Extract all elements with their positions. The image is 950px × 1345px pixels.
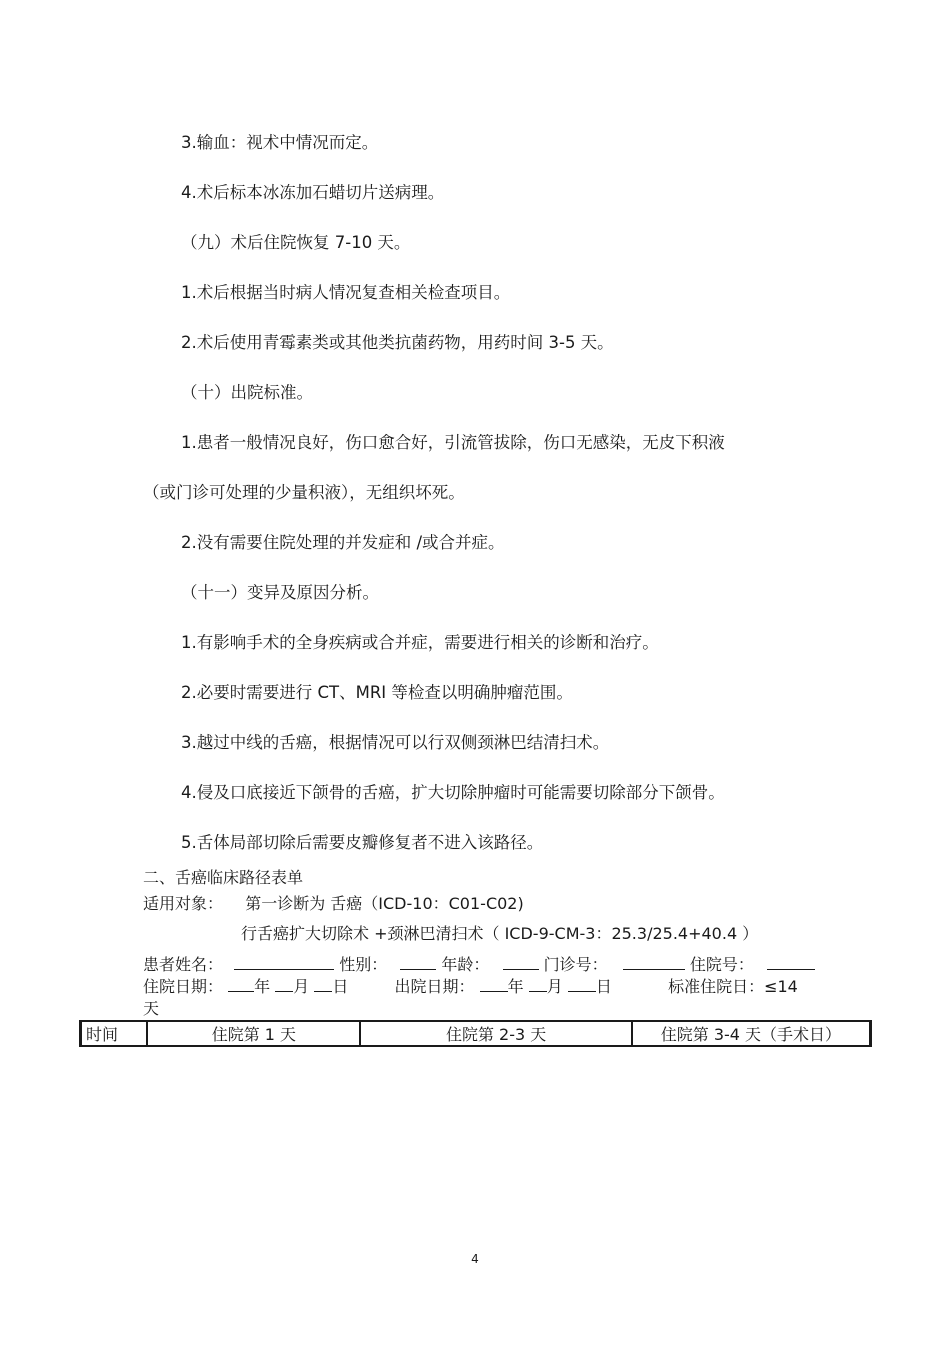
pathway-table-header: [79, 1020, 872, 1047]
patient-name-field[interactable]: [234, 955, 334, 970]
section-title: 二、舌癌临床路径表单: [143, 868, 304, 887]
column-time: 时间: [81, 1022, 147, 1045]
admit-day-unit: 日: [332, 977, 349, 996]
paragraph-discharge-criteria-1b: （或门诊可处理的少量积液），无组织坏死。: [143, 483, 465, 502]
admit-year-field[interactable]: [228, 977, 254, 992]
paragraph-variation-2: 2.必要时需要进行 CT、MRI 等检查以明确肿瘤范围。: [181, 683, 573, 702]
paragraph-pathology: 4.术后标本冰冻加石蜡切片送病理。: [181, 183, 445, 202]
admit-year-unit: 年: [254, 977, 271, 996]
applicable-diagnosis: 第一诊断为 舌癌（ICD-10：C01-C02): [245, 894, 524, 913]
applicable-label: 适用对象：: [143, 894, 224, 913]
paragraph-recovery-heading: （九）术后住院恢复 7-10 天。: [181, 233, 411, 252]
patient-name-label: 患者姓名：: [143, 955, 224, 974]
admit-date-label: 住院日期：: [143, 977, 224, 996]
discharge-year-unit: 年: [507, 977, 524, 996]
patient-info-row: [143, 954, 815, 976]
paragraph-discharge-criteria-2: 2.没有需要住院处理的并发症和 /或合并症。: [181, 533, 505, 552]
paragraph-transfusion: 3.输血：视术中情况而定。: [181, 133, 379, 152]
admit-month-field[interactable]: [275, 977, 293, 992]
discharge-date-label: 出院日期：: [394, 977, 475, 996]
applicable-row: [143, 893, 524, 915]
sex-field[interactable]: [400, 955, 436, 970]
column-day-3-4: 住院第 3-4 天（手术日）: [632, 1022, 870, 1045]
paragraph-variation-1: 1.有影响手术的全身疾病或合并症，需要进行相关的诊断和治疗。: [181, 633, 659, 652]
paragraph-discharge-heading: （十）出院标准。: [181, 383, 313, 402]
discharge-month-field[interactable]: [529, 977, 547, 992]
inpatient-no-field[interactable]: [767, 955, 815, 970]
column-day-2-3: 住院第 2-3 天: [360, 1022, 631, 1045]
age-field[interactable]: [503, 955, 539, 970]
paragraph-variation-heading: （十一）变异及原因分析。: [181, 583, 379, 602]
admit-day-field[interactable]: [314, 977, 332, 992]
paragraph-recheck: 1.术后根据当时病人情况复查相关检查项目。: [181, 283, 511, 302]
discharge-year-field[interactable]: [480, 977, 508, 992]
date-row: [143, 976, 798, 998]
discharge-day-field[interactable]: [568, 977, 596, 992]
table-header-row: [81, 1022, 870, 1045]
discharge-day-unit: 日: [595, 977, 612, 996]
clinic-no-label: 门诊号：: [543, 955, 608, 974]
age-label: 年龄：: [441, 955, 490, 974]
paragraph-variation-4: 4.侵及口底接近下颌骨的舌癌，扩大切除肿瘤时可能需要切除部分下颌骨。: [181, 783, 725, 802]
paragraph-antibiotics: 2.术后使用青霉素类或其他类抗菌药物，用药时间 3-5 天。: [181, 333, 614, 352]
column-day-1: 住院第 1 天: [147, 1022, 360, 1045]
discharge-month-unit: 月: [546, 977, 563, 996]
page-number: 4: [471, 1252, 479, 1266]
applicable-procedure: 行舌癌扩大切除术 +颈淋巴清扫术（ ICD-9-CM-3：25.3/25.4+40.4 ）: [241, 924, 759, 943]
admit-month-unit: 月: [293, 977, 310, 996]
inpatient-no-label: 住院号：: [689, 955, 754, 974]
sex-label: 性别：: [339, 955, 388, 974]
standard-stay-unit: 天: [143, 999, 160, 1018]
standard-stay: 标准住院日：≤14: [668, 977, 798, 996]
paragraph-variation-5: 5.舌体局部切除后需要皮瓣修复者不进入该路径。: [181, 833, 544, 852]
paragraph-variation-3: 3.越过中线的舌癌，根据情况可以行双侧颈淋巴结清扫术。: [181, 733, 610, 752]
paragraph-discharge-criteria-1a: 1.患者一般情况良好，伤口愈合好，引流管拔除，伤口无感染，无皮下积液: [181, 433, 725, 452]
clinic-no-field[interactable]: [623, 955, 685, 970]
